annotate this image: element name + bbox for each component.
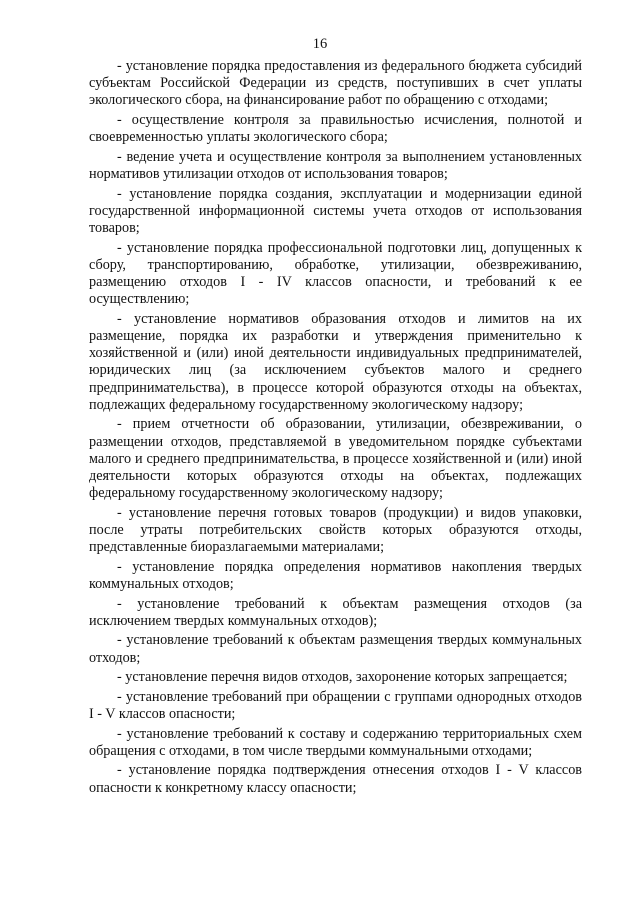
list-item: - ведение учета и осуществление контроля за выполнением установленных нормативов утилизации отходов от использования товаров; (89, 148, 582, 182)
page-number: 16 (312, 36, 328, 52)
list-item: - установление требований к составу и содержанию территориальных схем обращения с отходами, в том числе твердыми коммунальными отходами; (89, 725, 582, 759)
list-item: - установление требований к объектам размещения отходов (за исключением твердых коммунальных отходов); (89, 595, 582, 629)
list-item: - установление требований к объектам размещения твердых коммунальных отходов; (89, 632, 582, 666)
list-item: - установление порядка профессиональной подготовки лиц, допущенных к сбору, транспортированию, обработке, утилизации, обезвреживанию, размещению отходов I - IV классов опасности, и требований к ее осуществлению; (89, 239, 582, 308)
list-item: - установление перечня готовых товаров (продукции) и видов упаковки, после утраты потребительских свойств которых образуются отходы, представленные биоразлагаемыми материалами; (89, 504, 582, 556)
list-item: - установление требований при обращении с группами однородных отходов I - V классов опасности; (89, 688, 582, 722)
list-item: - установление нормативов образования отходов и лимитов на их размещение, порядка их разработки и утверждения применительно к хозяйственной и (или) иной деятельности индивидуальных предпринимателей, юридических лиц (за исключением субъектов малого и среднего предпринимательства), в процессе которой образуются отходы на объектах, подлежащих федеральному государственному экологическому надзору; (89, 310, 582, 413)
list-item: - установление порядка создания, эксплуатации и модернизации единой государственной информационной системы учета отходов от использования товаров; (89, 185, 582, 236)
list-item: - прием отчетности об образовании, утилизации, обезвреживании, о размещении отходов, представляемой в уведомительном порядке субъектами малого и среднего предпринимательства, в процессе хозяйственной и (или) иной деятельности которых образуются отходы на объектах, подлежащих федеральному государственному экологическому надзору; (89, 416, 582, 502)
list-item: - установление перечня видов отходов, захоронение которых запрещается; (117, 669, 568, 686)
list-item: - осуществление контроля за правильностью исчисления, полнотой и своевременностью уплаты экологического сбора; (89, 112, 582, 146)
list-item: - установление порядка подтверждения отнесения отходов I - V классов опасности к конкретному классу опасности; (89, 762, 582, 796)
body-text (89, 58, 582, 799)
list-item: - установление порядка определения нормативов накопления твердых коммунальных отходов; (89, 558, 582, 593)
list-item: - установление порядка предоставления из федерального бюджета субсидий субъектам Российской Федерации из средств, поступивших в счет уплаты экологического сбора, на финансирование работ по обращению с отходами; (89, 58, 582, 109)
